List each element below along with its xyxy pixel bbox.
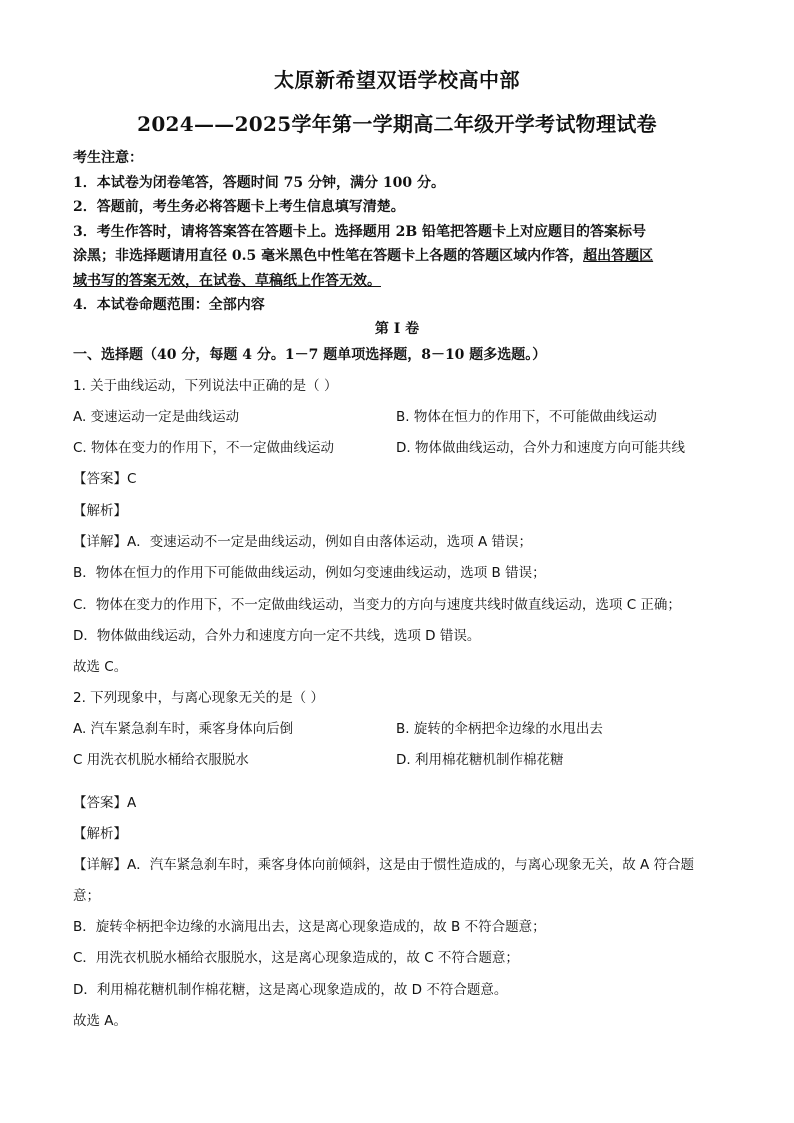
note-3b-underlined: 超出答题区: [583, 248, 654, 264]
note-4: 4．本试卷命题范围：全部内容: [73, 297, 265, 313]
q2-option-d: D. 利用棉花糖机制作棉花糖: [396, 752, 564, 768]
q1-stem: 1. 关于曲线运动，下列说法中正确的是（ ）: [73, 378, 338, 394]
q2-analysis-tag: 【解析】: [73, 826, 127, 842]
q2-detail-4: D．利用棉花糖机制作棉花糖，这是离心现象造成的，故 D 不符合题意。: [73, 982, 508, 998]
answer-value: C: [127, 471, 137, 487]
note-1: 1．本试卷为闭卷笔答，答题时间 75 分钟，满分 100 分。: [73, 174, 445, 191]
q1-option-d: D. 物体做曲线运动，合外力和速度方向可能共线: [396, 440, 685, 456]
detail-tag: 【详解】: [73, 857, 127, 873]
q1-detail-2: B．物体在恒力的作用下可能做曲线运动，例如匀变速曲线运动，选项 B 错误；: [73, 565, 546, 581]
detail-tag: 【详解】: [73, 534, 127, 550]
q1-option-b: B. 物体在恒力的作用下，不可能做曲线运动: [396, 409, 657, 425]
q2-option-c: C 用洗衣机脱水桶给衣服脱水: [73, 752, 249, 768]
q1-detail-3: C．物体在变力的作用下，不一定做曲线运动，当变力的方向与速度共线时做直线运动，选项 C 正确；: [73, 597, 681, 613]
q1-option-c: C. 物体在变力的作用下，不一定做曲线运动: [73, 440, 335, 456]
exam-title: 2024——2025学年第一学期高二年级开学考试物理试卷: [137, 112, 657, 136]
note-2: 2．答题前，考生务必将答题卡上考生信息填写清楚。: [73, 199, 405, 215]
q1-analysis-tag: 【解析】: [73, 503, 127, 519]
school-title: 太原新希望双语学校高中部: [274, 68, 520, 92]
section-title: 一、选择题（40 分，每题 4 分。1－7 题单项选择题，8－10 题多选题。）: [73, 347, 547, 363]
q2-option-b: B. 旋转的伞柄把伞边缘的水甩出去: [396, 721, 603, 737]
q2-detail-1b: 意；: [73, 888, 100, 904]
q2-detail-3: C．用洗衣机脱水桶给衣服脱水，这是离心现象造成的，故 C 不符合题意；: [73, 950, 519, 966]
note-3b: [73, 244, 725, 269]
q2-detail-2: B．旋转伞柄把伞边缘的水滴甩出去，这是离心现象造成的，故 B 不符合题意；: [73, 919, 546, 935]
notes-heading: 考生注意：: [73, 150, 143, 166]
answer-tag: 【答案】: [73, 795, 127, 811]
note-3b-text: 涂黑；非选择题请用直径 0.5 毫米黑色中性笔在答题卡上各题的答题区域内作答，: [73, 248, 584, 264]
answer-value: A: [127, 795, 137, 811]
q2-option-a: A. 汽车紧急刹车时，乘客身体向后倒: [73, 721, 294, 737]
note-3c: [73, 269, 725, 294]
exam-notes: [73, 146, 725, 318]
q2-answer: [73, 791, 136, 811]
note-3c-underlined: 域书写的答案无效，在试卷、草稿纸上作答无效。: [73, 272, 381, 289]
q1-detail-1: [73, 530, 532, 550]
q1-option-a: A. 变速运动一定是曲线运动: [73, 409, 240, 425]
answer-tag: 【答案】: [73, 471, 127, 487]
note-3a: 3．考生作答时，请将答案答在答题卡上。选择题用 2B 铅笔把答题卡上对应题目的答案标号: [73, 223, 647, 240]
q1-detail-4: D．物体做曲线运动，合外力和速度方向一定不共线，选项 D 错误。: [73, 628, 481, 644]
q2-conclusion: 故选 A。: [73, 1013, 128, 1029]
detail-text: A．变速运动不一定是曲线运动，例如自由落体运动，选项 A 错误；: [127, 534, 533, 550]
q1-conclusion: 故选 C。: [73, 659, 128, 675]
volume-heading: 第 I 卷: [374, 321, 420, 337]
q2-stem: 2. 下列现象中，与离心现象无关的是（ ）: [73, 690, 324, 706]
detail-text: A．汽车紧急刹车时，乘客身体向前倾斜，这是由于惯性造成的，与离心现象无关，故 A 符合题: [127, 857, 695, 873]
q2-detail-1a: [73, 853, 694, 873]
q1-answer: [73, 467, 136, 487]
